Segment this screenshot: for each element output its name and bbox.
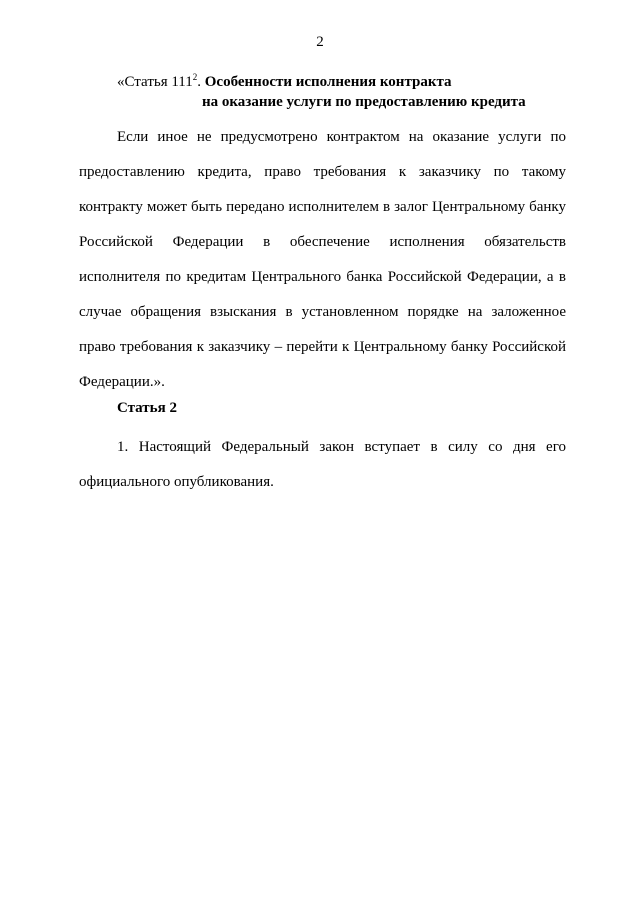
article-111-2-heading [117,72,577,112]
article-title-line2: на оказание услуги по предоставлению кредита [202,94,526,110]
article-superscript: 2 [192,72,198,82]
article-separator: . [197,74,205,90]
page-number: 2 [316,34,324,50]
article-2-paragraph: 1. Настоящий Федеральный закон вступает в силу со дня его официального опубликования. [79,439,566,490]
article-prefix: «Статья 111 [117,74,193,90]
article-111-2-paragraph: Если иное не предусмотрено контрактом на оказание услуги по предоставлению кредита, право требования к заказчику по такому контракту может быть передано исполнителем в залог Центральному банку Российской Федерации в обеспечение исполнения обязательств исполнителя по кредитам Центрального банка Российской Федерации, а в случае обращения взыскания в установленном порядке на заложенное право требования к заказчику – перейти к Центральному банку Российской Федерации.». [79,129,566,390]
article-heading-line1 [117,72,577,92]
article-title-line1: Особенности исполнения контракта [204,74,452,90]
article-2-heading: Статья 2 [117,400,177,416]
